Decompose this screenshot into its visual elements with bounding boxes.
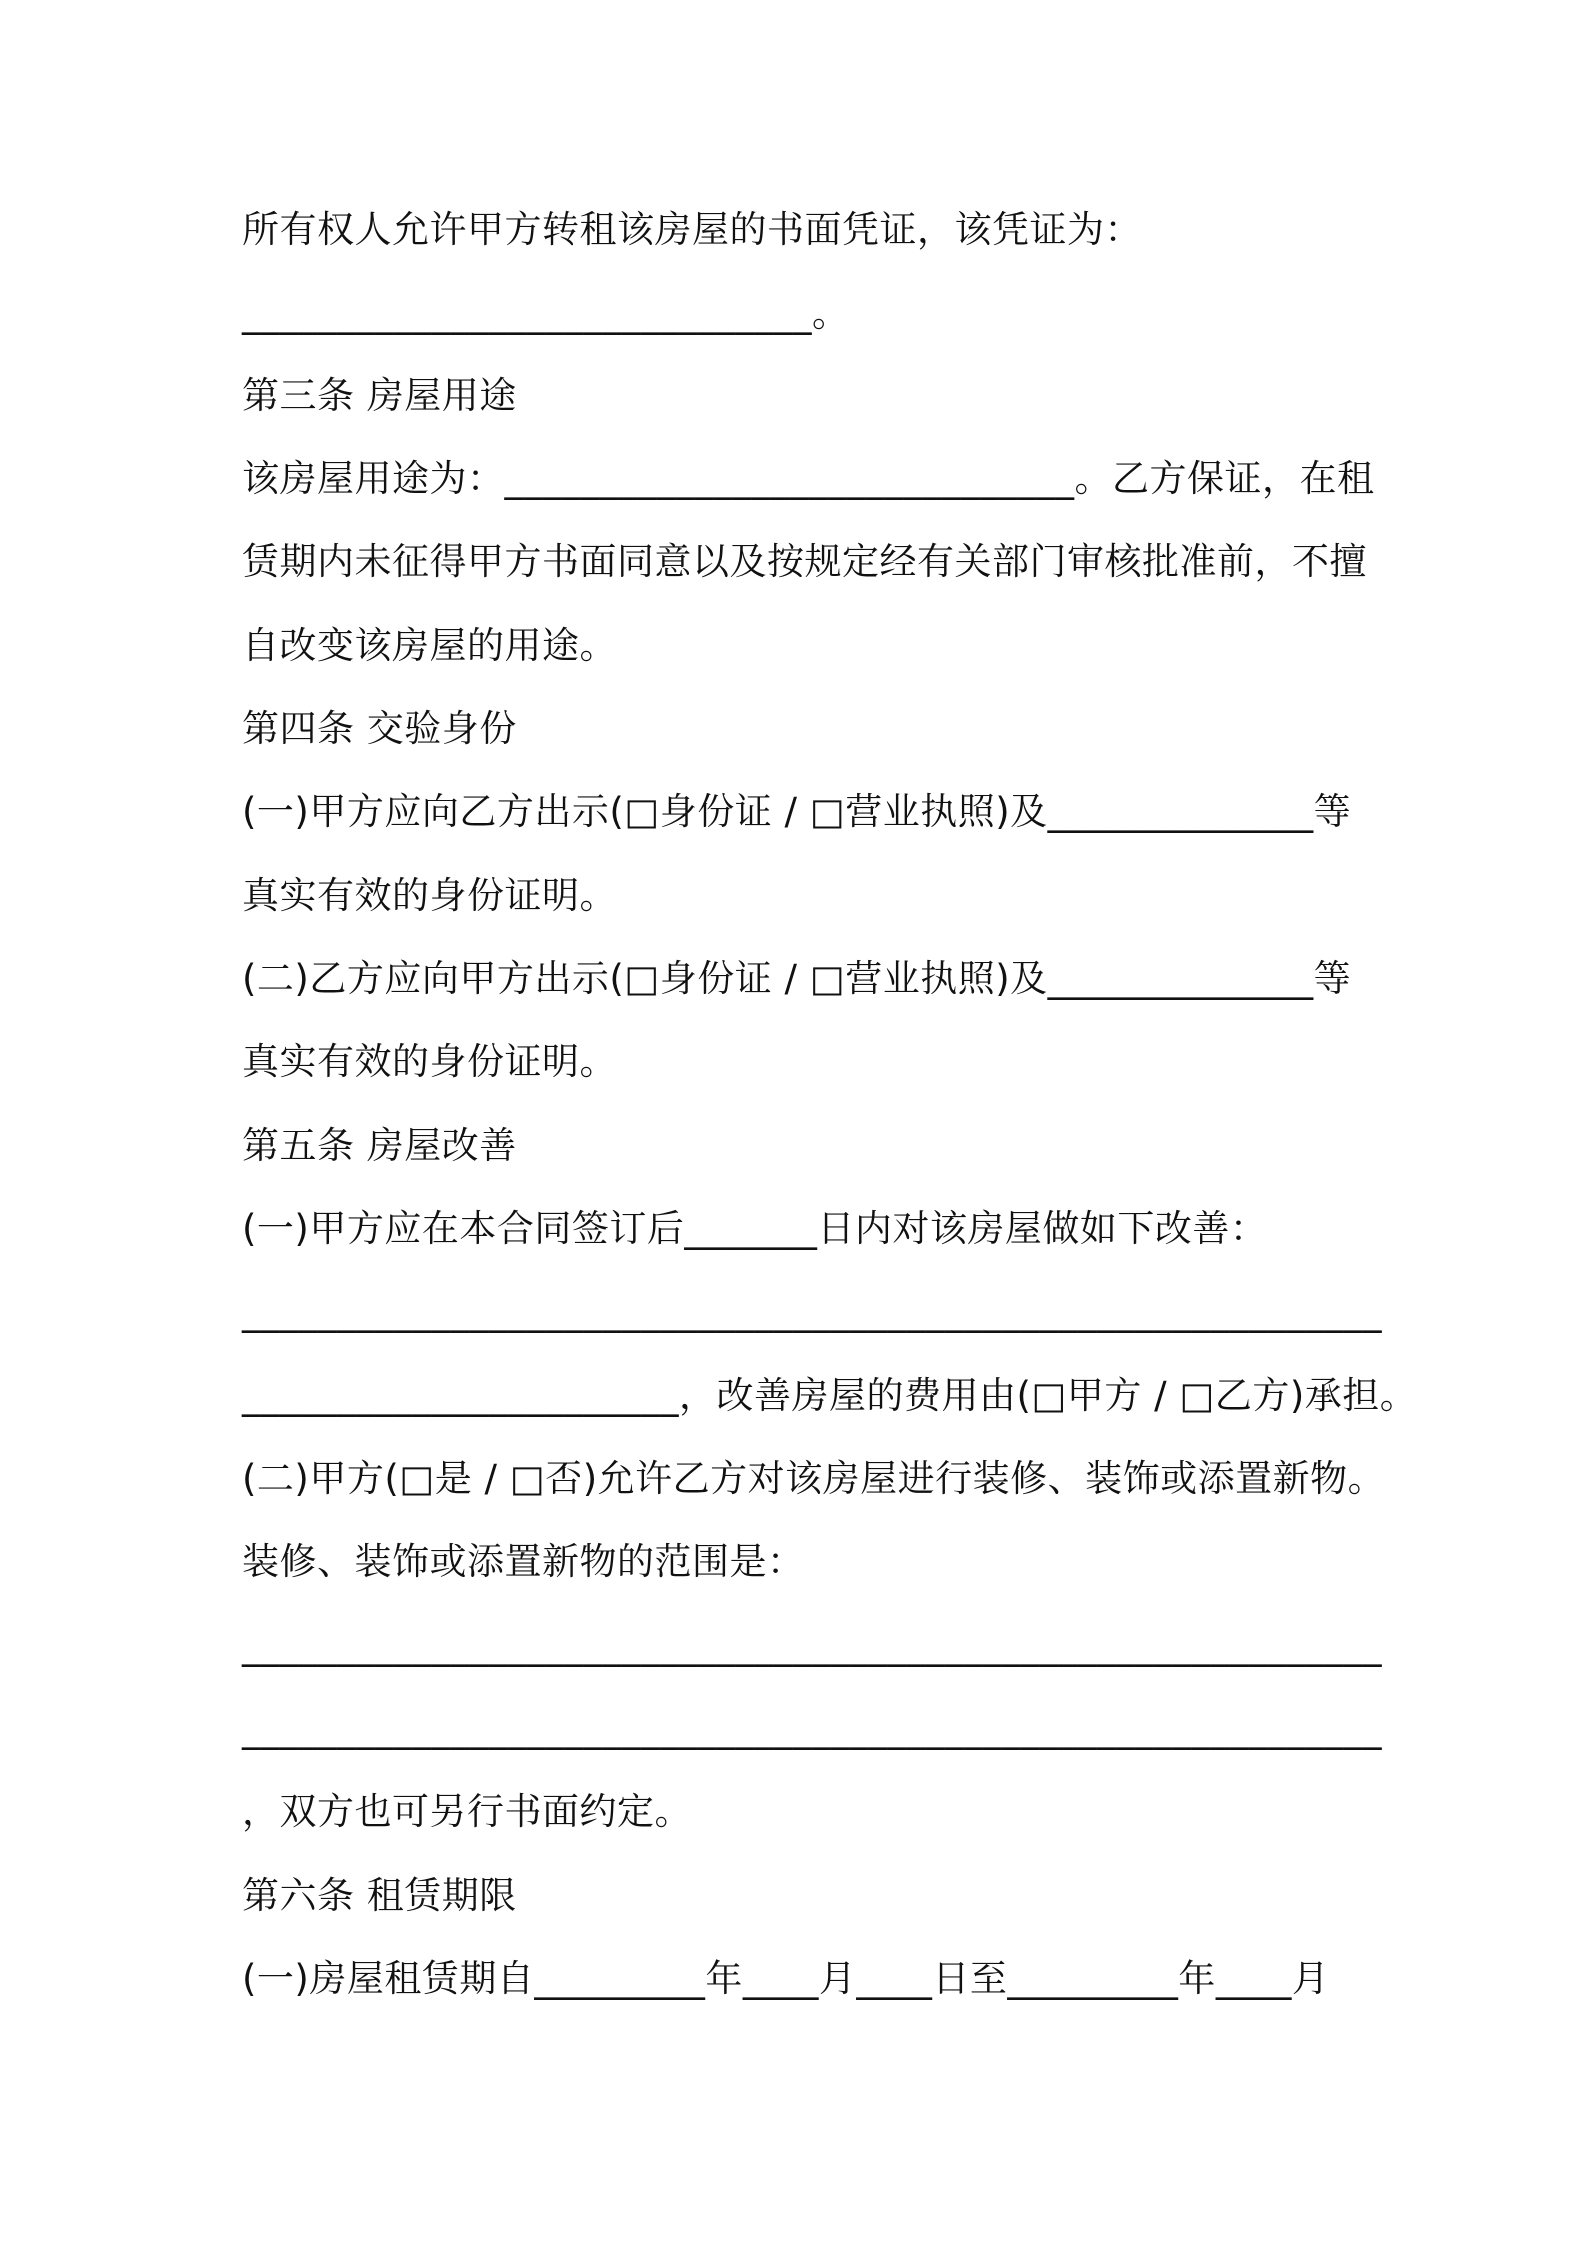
text-line-13: (一)甲方应在本合同签订后_______日内对该房屋做如下改善： (242, 1207, 1268, 1250)
text-line-18: ____________________________________________________________ (242, 1624, 1382, 1667)
text-line-15: _______________________，改善房屋的费用由(□甲方 / □乙方)承担。 (242, 1374, 1418, 1417)
section-heading-6: 第六条 租赁期限 (242, 1874, 517, 1917)
text-line-16: (二)甲方(□是 / □否)允许乙方对该房屋进行装修、装饰或添置新物。 (242, 1457, 1386, 1500)
text-line-9: 真实有效的身份证明。 (242, 874, 617, 917)
text-line-4: 该房屋用途为：______________________________。乙方保证，在租 (242, 457, 1375, 500)
text-line-6: 自改变该房屋的用途。 (242, 624, 617, 667)
text-line-2: ______________________________。 (242, 292, 850, 335)
section-heading-3: 第三条 房屋用途 (242, 374, 517, 417)
text-line-5: 赁期内未征得甲方书面同意以及按规定经有关部门审核批准前，不擅 (242, 540, 1367, 583)
text-line-22: (一)房屋租赁期自_________年____月____日至_________年____月 (242, 1957, 1330, 2000)
text-line-1: 所有权人允许甲方转租该房屋的书面凭证，该凭证为： (242, 208, 1142, 251)
text-line-17: 装修、装饰或添置新物的范围是： (242, 1540, 805, 1583)
text-line-20: ，双方也可另行书面约定。 (242, 1790, 692, 1833)
text-line-10: (二)乙方应向甲方出示(□身份证 / □营业执照)及______________等 (242, 957, 1352, 1000)
text-line-8: (一)甲方应向乙方出示(□身份证 / □营业执照)及______________等 (242, 790, 1352, 833)
section-heading-5: 第五条 房屋改善 (242, 1124, 517, 1167)
section-heading-4: 第四条 交验身份 (242, 707, 517, 750)
text-line-19: ____________________________________________________________ (242, 1707, 1382, 1750)
text-line-11: 真实有效的身份证明。 (242, 1040, 617, 1083)
text-line-14: ____________________________________________________________ (242, 1290, 1382, 1333)
